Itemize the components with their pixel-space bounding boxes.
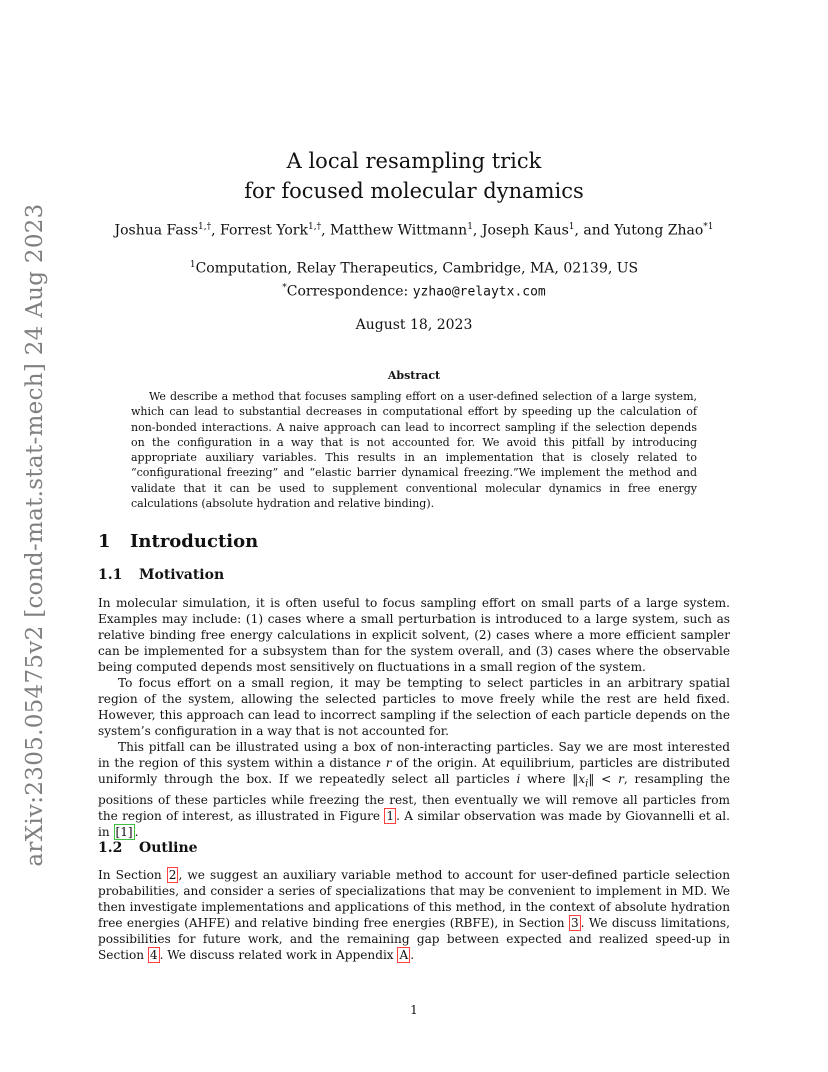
abstract-text: We describe a method that focuses sampling effort on a user-defined selection of a large system, which can lead to substantial decreases in computational effort by speeding up the calculation of non-bonded interactions. A naive approach can lead to incorrect sampling if the selection depends on the configuration in a way that is not accounted for. We avoid this pitfall by introducing appropriate auxiliary variables. This results in an implementation that is closely related to “configurational freezing” and “elastic barrier dynamical freezing.”We implement the method and validate that it can be used to supplement conventional molecular dynamics in free energy calculations (absolute hydration and relative binding). — [131, 390, 697, 511]
text-run: , resampling the positions of these particles while freezing the rest, then eventually we will remove all particles from the region of interest, as illustrated in Figure — [98, 772, 730, 824]
section-link[interactable]: 3 — [570, 916, 579, 930]
author-affiliation-mark: *1 — [703, 222, 714, 232]
arxiv-identifier: arXiv:2305.05475v2 [cond-mat.stat-mech] 24 Aug 2023 — [22, 203, 48, 867]
citation-link[interactable]: [1] — [115, 825, 133, 840]
text-run: of the origin. At equilibrium, particles are distributed uniformly through the box. If we repeatedly select all particles — [98, 756, 730, 786]
math-subscript: i — [585, 778, 589, 790]
arxiv-sidebar-stamp — [20, 203, 50, 867]
correspondence-label: Correspondence: — [286, 283, 413, 300]
author-affiliation-mark: 1,† — [307, 222, 322, 232]
math-norm-close: ‖ < — [588, 772, 619, 786]
affiliation-line — [98, 256, 730, 279]
text-run: . — [134, 825, 139, 840]
text-run: . We discuss limitations, possibilities for future work, and the remaining gap between expected and realized speed-up in Section — [98, 916, 730, 962]
math-variable: r — [385, 756, 392, 770]
author-list: Joshua Fass$^{1,\dagger}$, Forrest York$^{1,\dagger}$, Matthew Wittmann$^1$, Joseph Kaus$^1$, and Yutong Zhao$^{*1}$ — [114, 222, 714, 239]
motivation-paragraph-1: In molecular simulation, it is often useful to focus sampling effort on small parts of a large system. Examples may include: (1) cases where a small perturbation is introduced to a large system, such as relative binding free energy calculations in explicit solvent, (2) cases where a more efficient sampler can be implemented for a subsystem than for the system overall, and (3) cases where the observable being computed depends most sensitively on fluctuations in a small region of the system. — [98, 596, 730, 674]
correspondence-email[interactable]: yzhao@relaytx.com — [412, 284, 546, 300]
affiliation-text: Computation, Relay Therapeutics, Cambridge, MA, 02139, US — [195, 260, 639, 277]
abstract-heading: Abstract — [387, 369, 441, 382]
affiliation-block — [98, 256, 730, 301]
section-number: 1 — [98, 531, 111, 552]
subsection-number: 1.1 — [98, 567, 123, 583]
text-run: In Section — [98, 868, 167, 882]
paper-title — [98, 146, 730, 206]
author-name: Yutong Zhao — [614, 222, 704, 239]
outline-paragraph — [98, 867, 730, 963]
subsection-number: 1.2 — [98, 840, 123, 856]
appendix-link[interactable]: A — [399, 948, 409, 962]
motivation-paragraph-2: To focus effort on a small region, it may be tempting to select particles in an arbitrary spatial region of the system, allowing the selected particles to move freely while the rest are held fixed. However, this approach can lead to incorrect sampling if the selection of each particle depends on the system’s configuration in a way that is not accounted for. — [98, 676, 730, 738]
section-title: Introduction — [130, 531, 259, 552]
text-run: . — [410, 948, 415, 962]
affiliation-mark: 1 — [189, 260, 196, 270]
text-run: , we suggest an auxiliary variable method to account for user-defined particle selection probabilities, and consider a series of specializations that may be convenient to implement in MD. We then investigate implementations and applications of this method, in the context of absolute hydration free energies (AHFE) and relative binding free energies (RBFE), in Section — [98, 868, 730, 930]
math-variable: i — [516, 772, 521, 786]
title-line-1: A local resampling trick — [286, 149, 542, 173]
paper-date: August 18, 2023 — [355, 317, 473, 333]
author-name: Matthew Wittmann — [329, 222, 468, 239]
page-number: 1 — [410, 1003, 418, 1017]
author-name: Joshua Fass — [114, 222, 199, 239]
author-affiliation-mark: 1 — [467, 222, 473, 232]
subsection-title: Outline — [139, 840, 198, 856]
title-line-2: for focused molecular dynamics — [244, 179, 584, 203]
correspondence-line — [98, 279, 730, 302]
author-name: Joseph Kaus — [481, 222, 569, 239]
math-variable: r — [618, 772, 624, 786]
author-affiliation-mark: 1,† — [198, 222, 212, 232]
author-affiliation-mark: 1 — [568, 222, 575, 232]
author-name: Forrest York — [220, 222, 308, 239]
figure-link[interactable]: 1 — [386, 809, 395, 824]
correspondence-mark: * — [282, 282, 287, 293]
subsection-heading-outline — [98, 840, 198, 856]
text-run: where — [520, 772, 573, 786]
text-run: . A similar observation was made by Giovannelli et al. in — [98, 809, 730, 840]
subsection-heading-motivation — [98, 567, 224, 583]
section-link[interactable]: 4 — [149, 948, 158, 962]
section-link[interactable]: 2 — [168, 868, 177, 882]
math-norm-open: ‖x — [572, 772, 586, 786]
motivation-paragraph-3 — [98, 739, 730, 840]
subsection-title: Motivation — [139, 567, 225, 583]
section-heading-introduction — [98, 531, 258, 552]
text-run: This pitfall can be illustrated using a box of non-interacting particles. Say we are most interested in the region of this system within a distance — [98, 740, 730, 770]
text-run: . We discuss related work in Appendix — [159, 948, 398, 962]
